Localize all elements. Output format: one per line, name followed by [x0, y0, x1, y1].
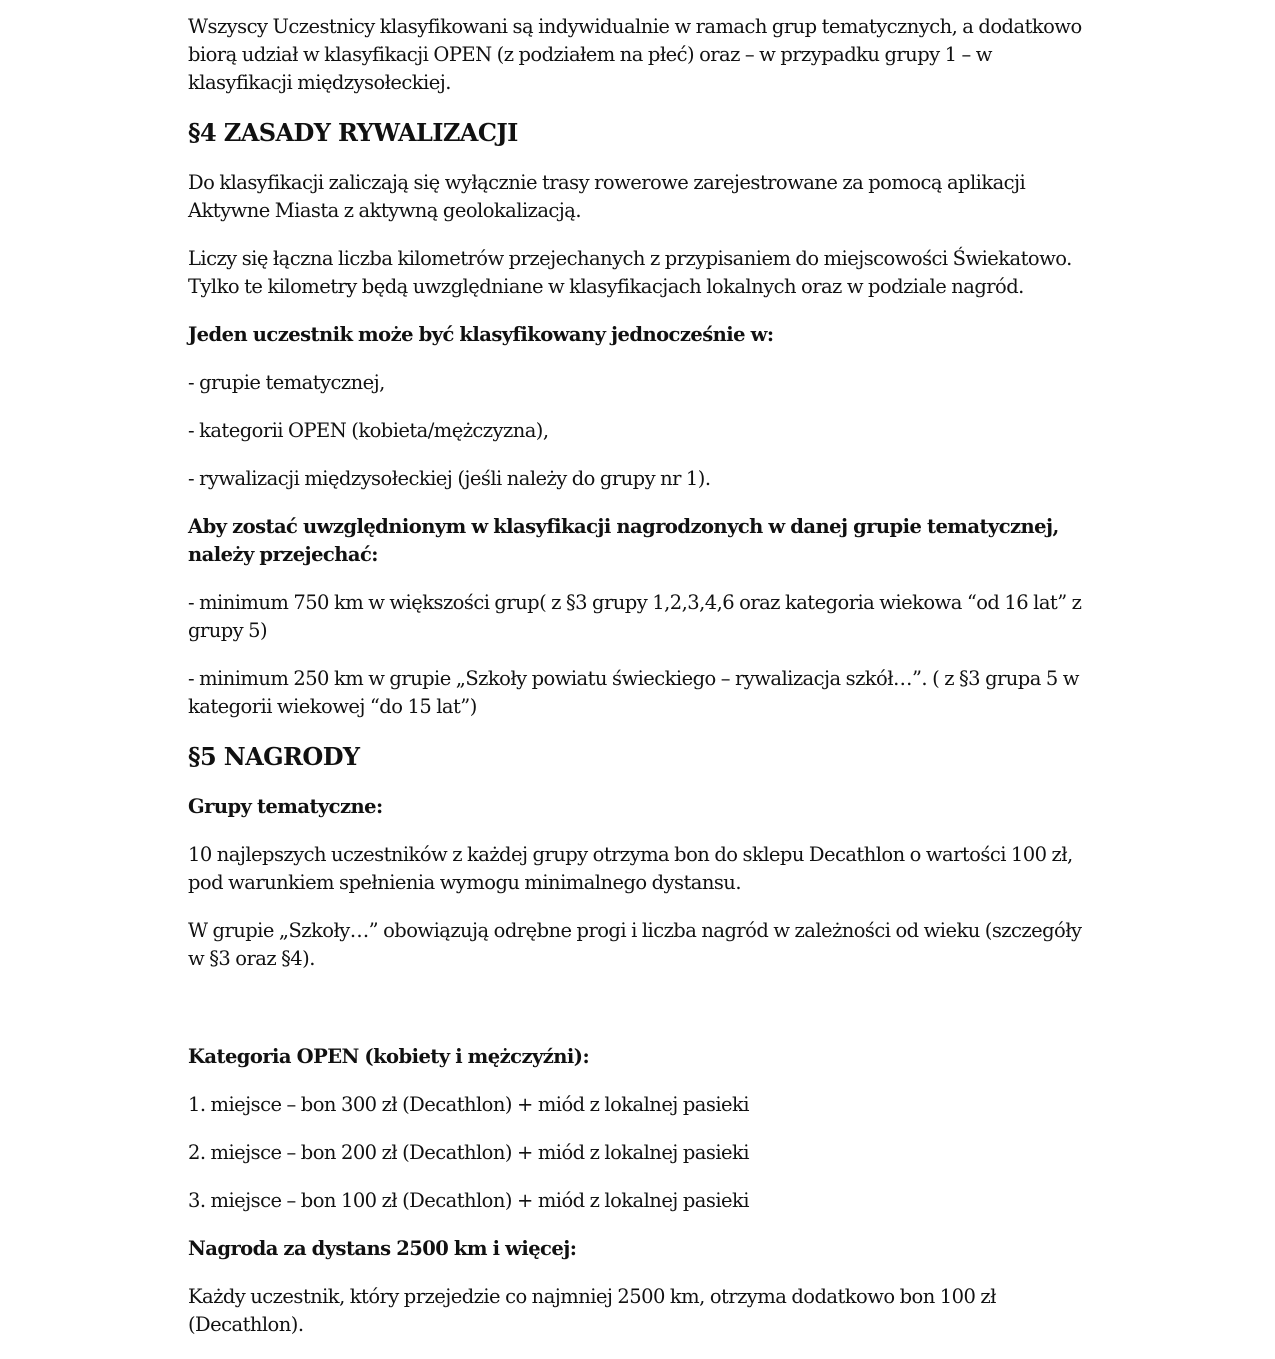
intro-paragraph: Wszyscy Uczestnicy klasyfikowani są indywidualnie w ramach grup tematycznych, a dodatkowo biorą udział w klasyfikacji OPEN (z podziałem na płeć) oraz – w przypadku grupy 1 – w klasyfikacji międzysołeckiej. — [188, 15, 1082, 94]
requirement-heading: Aby zostać uwzględnionym w klasyfikacji nagrodzonych w danej grupie tematycznej, należy przejechać: — [188, 515, 1059, 566]
classification-heading: Jeden uczestnik może być klasyfikowany jednocześnie w: — [188, 323, 774, 346]
document-page — [188, 13, 1093, 1359]
distance-award-paragraph: Każdy uczestnik, który przejedzie co najmniej 2500 km, otrzyma dodatkowo bon 100 zł (Decathlon). — [188, 1285, 996, 1336]
classification-item-inter-village: - rywalizacji międzysołeckiej (jeśli należy do grupy nr 1). — [188, 467, 711, 490]
thematic-groups-heading: Grupy tematyczne: — [188, 795, 383, 818]
open-category-place-3: 3. miejsce – bon 100 zł (Decathlon) + miód z lokalnej pasieki — [188, 1189, 749, 1212]
thematic-groups-paragraph-1: 10 najlepszych uczestników z każdej grupy otrzyma bon do sklepu Decathlon o wartości 100 zł, pod warunkiem spełnienia wymogu minimalnego dystansu. — [188, 843, 1073, 894]
classification-item-open: - kategorii OPEN (kobieta/mężczyzna), — [188, 419, 549, 442]
open-category-place-2: 2. miejsce – bon 200 zł (Decathlon) + miód z lokalnej pasieki — [188, 1141, 749, 1164]
distance-award-heading: Nagroda za dystans 2500 km i więcej: — [188, 1237, 577, 1260]
requirement-item-250km: - minimum 250 km w grupie „Szkoły powiatu świeckiego – rywalizacja szkół…”. ( z §3 grupa 5 w kategorii wiekowej “do 15 lat”) — [188, 667, 1079, 718]
classification-item-thematic-group: - grupie tematycznej, — [188, 371, 385, 394]
blank-line — [188, 993, 1093, 1043]
open-category-heading: Kategoria OPEN (kobiety i mężczyźni): — [188, 1045, 590, 1068]
section-4-paragraph-1: Do klasyfikacji zaliczają się wyłącznie trasy rowerowe zarejestrowane za pomocą aplikacji Aktywne Miasta z aktywną geolokalizacją. — [188, 171, 1026, 222]
section-4-heading: §4 ZASADY RYWALIZACJI — [188, 118, 518, 147]
open-category-place-1: 1. miejsce – bon 300 zł (Decathlon) + miód z lokalnej pasieki — [188, 1093, 749, 1116]
requirement-item-750km: - minimum 750 km w większości grup( z §3 grupy 1,2,3,4,6 oraz kategoria wiekowa “od 16 lat” z grupy 5) — [188, 591, 1082, 642]
section-4-paragraph-2: Liczy się łączna liczba kilometrów przejechanych z przypisaniem do miejscowości Świekatowo. Tylko te kilometry będą uwzględniane w klasyfikacjach lokalnych oraz w podziale nagród. — [188, 247, 1072, 298]
thematic-groups-paragraph-2: W grupie „Szkoły…” obowiązują odrębne progi i liczba nagród w zależności od wieku (szczegóły w §3 oraz §4). — [188, 919, 1082, 970]
section-5-heading: §5 NAGRODY — [188, 742, 360, 771]
